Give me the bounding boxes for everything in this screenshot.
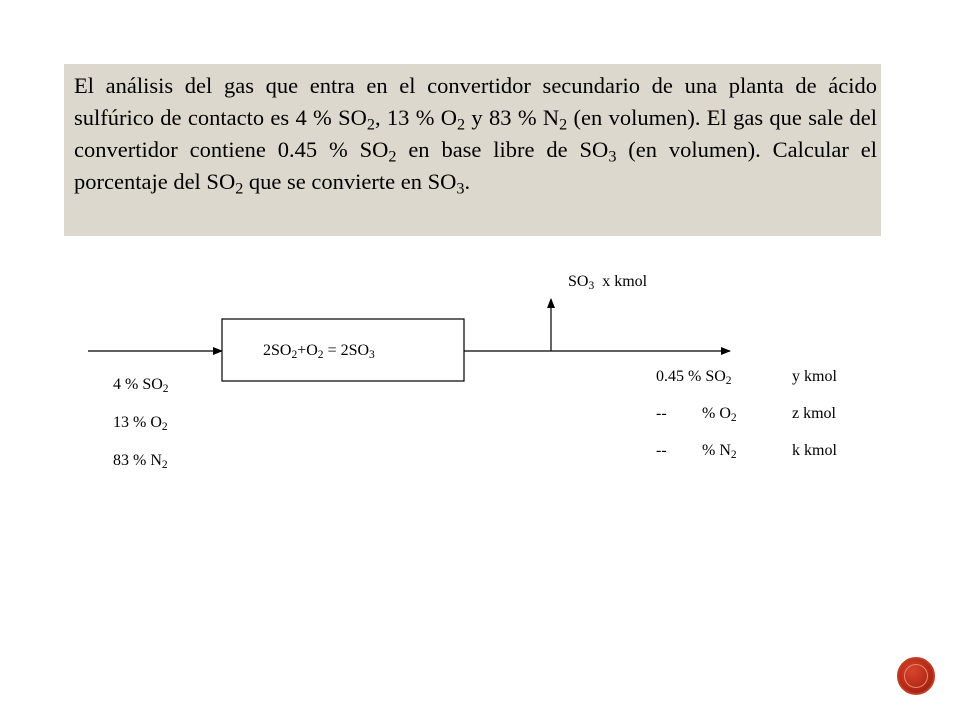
decorative-inner-ring [904,664,928,688]
outlet-so2-amount: y kmol [792,368,837,385]
inlet-so2-label: 4 % $SO_2$ [113,376,169,396]
problem-subscript: 2 [366,115,375,134]
outlet-n2-dash: -- [656,442,667,459]
so3-stream-label: $SO_3$ x kmol [568,273,648,293]
problem-text-segment: . [464,169,471,194]
problem-subscript: 2 [559,115,568,134]
inlet-o2-label: 13 % $O_2$ [113,414,168,434]
outlet-o2-dash: -- [656,405,667,422]
problem-subscript: 3 [608,147,617,166]
problem-subscript: 2 [388,147,397,166]
reaction-equation: $2SO_2+O_2 = 2SO_3$ [263,342,375,362]
problem-subscript: 2 [235,179,244,198]
problem-text-segment: (en volumen). El gas que sale del convertidor contiene 0.45 % SO [74,105,877,162]
outlet-o2-amount: z kmol [792,405,836,422]
outlet-n2-amount: k kmol [792,442,837,459]
problem-text-segment: El análisis del gas que entra en el convertidor secundario de una planta de ácido sulfúrico de contacto es 4 % SO [74,73,877,130]
problem-text-segment: (en volumen). Calcular el porcentaje del SO [74,137,877,194]
outlet-n2-label: % $N_2$ [702,442,737,462]
inlet-n2-label: 83 % $N_2$ [113,452,168,472]
outlet-o2-label: % $O_2$ [702,405,737,425]
problem-text-segment: , 13 % O [374,105,458,130]
problem-text-segment: que se convierte en SO [243,169,457,194]
problem-subscript: 2 [457,115,466,134]
problem-text-segment: en base libre de SO [396,137,609,162]
problem-subscript: 3 [456,179,465,198]
problem-text-segment: y 83 % N [465,105,560,130]
outlet-so2-label: 0.45 % $SO_2$ [656,368,732,388]
decorative-circle-icon [897,657,935,695]
